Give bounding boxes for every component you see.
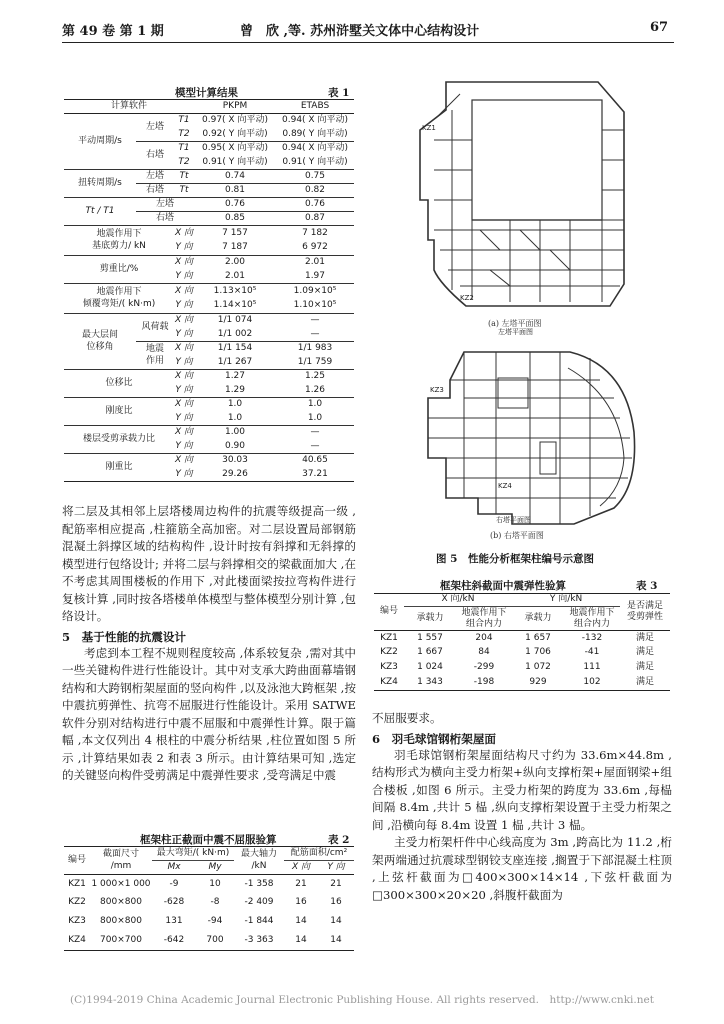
cell: 14: [318, 932, 354, 951]
cell: 30.03: [222, 455, 248, 466]
cell: 1 657: [525, 632, 551, 643]
table1-label: 表 1: [328, 87, 350, 99]
table1-header-row: [64, 100, 354, 114]
cell: 7 187: [194, 241, 276, 256]
header-eq-force: [564, 607, 620, 631]
row-label-line: 倾覆弯矩/( kN·m): [82, 298, 156, 309]
table2: [64, 846, 354, 951]
kz-label: KZ1: [422, 124, 436, 132]
kz-label: KZ4: [498, 482, 512, 490]
table3: [374, 593, 670, 691]
cell: KZ2: [68, 897, 86, 908]
table-row: [64, 932, 354, 951]
table3-header-row: [374, 594, 670, 607]
cell: KZ1: [68, 878, 86, 889]
cell: 700: [196, 932, 234, 951]
symbol-t2: T2: [174, 128, 194, 142]
direction-y: Y 向: [174, 356, 194, 370]
header-rule: [62, 42, 674, 43]
cell: 929: [512, 676, 564, 691]
direction-y: Y 向: [174, 412, 194, 426]
kz-label: KZ3: [430, 386, 444, 394]
cell: 1.0: [276, 412, 354, 426]
earthquake-action-label: [136, 342, 174, 370]
cell: 1 000×1 000: [91, 878, 151, 889]
header-line: 是否满足: [627, 600, 664, 611]
cell: KZ3: [68, 916, 86, 927]
cell: 0.76: [276, 198, 354, 212]
direction-x: X 向: [175, 315, 194, 326]
header-my: My: [196, 861, 234, 875]
row-label-max-drift: [64, 314, 136, 370]
row-label-stiffness-weight-ratio: 刚重比: [64, 454, 174, 482]
cell: 0.91( Y 向平动): [276, 156, 354, 170]
table-row: [374, 631, 670, 646]
cell: 1/1 154: [217, 343, 253, 354]
table2-header-rebar: 配筋面积/cm²: [284, 847, 354, 861]
cell: 204: [475, 632, 493, 643]
cell: 0.75: [276, 170, 354, 184]
table-row: [374, 661, 670, 676]
row-label-torsional-period: 扭转周期/s: [64, 170, 136, 198]
table1: [64, 99, 354, 482]
symbol-tt: Tt: [174, 170, 194, 184]
table-row: [64, 894, 354, 913]
table-row: [64, 114, 354, 128]
cell: 1.10×10⁵: [276, 299, 354, 314]
cell: 0.97( X 向平动): [202, 115, 268, 126]
cell: 1 667: [417, 647, 443, 658]
cell: —: [310, 315, 320, 326]
right-tower-label: 右塔: [136, 184, 174, 198]
cell: —: [276, 440, 354, 454]
table-row: [64, 875, 354, 894]
cell: 16: [330, 897, 342, 908]
paragraph: 羽毛球馆钢桁架屋面结构尺寸约为 33.6m×44.8m ,结构形式为横向主受力桁架+纵向支撑桁架+屋面钢梁+组合楼板 ,如图 6 所示。主受力桁架的跨度为 33.6m ,每榀间隔 8.4m ,共计 5 榀 ,纵向支撑桁架设置于主受力桁架之间 ,沿横向每 8.4m 设置 1 榀 ,共计 3 榀。: [372, 747, 672, 832]
direction-y: Y 向: [174, 241, 194, 256]
cell: 满足: [636, 632, 655, 643]
section-5-heading: 5 基于性能的抗震设计: [62, 629, 187, 644]
right-tower-plan-drawing: [400, 338, 660, 528]
cell: 1/1 267: [194, 356, 276, 370]
table2-header-row: [64, 847, 354, 861]
cell: 800×800: [100, 916, 142, 927]
figure5a: [400, 70, 660, 340]
symbol-tt: Tt: [174, 184, 194, 198]
cell: 0.90: [194, 440, 276, 454]
row-label-displacement-ratio: 位移比: [64, 370, 174, 398]
cell: 2.01: [304, 257, 326, 268]
cell: 800×800: [100, 897, 142, 908]
table-row: [64, 284, 354, 299]
row-label-shear-weight: 剪重比/%: [64, 256, 174, 284]
running-header-volume: 第 49 卷 第 1 期: [62, 24, 164, 39]
row-label-line: 位移角: [86, 341, 114, 352]
left-tower-label: 左塔: [136, 198, 194, 212]
cell: 1 706: [525, 647, 551, 658]
table2-title: 框架柱正截面中震不屈服验算: [140, 834, 277, 846]
symbol-t1: T1: [178, 143, 190, 154]
cell: 2.01: [194, 270, 276, 284]
cell: 0.81: [194, 184, 276, 198]
cell: 10: [209, 878, 221, 889]
header-capacity: 承载力: [512, 607, 564, 631]
header-line: 地震作用下: [569, 607, 615, 618]
symbol-t1: T1: [178, 115, 190, 126]
cell: 0.87: [276, 212, 354, 226]
row-label-line: 基底剪力/ kN: [92, 240, 146, 251]
row-label-line: 地震: [145, 343, 164, 354]
row-label-stiffness-ratio: 刚度比: [64, 398, 174, 426]
table3-header-x: X 向/kN: [404, 594, 512, 607]
right-tower-label: 右塔: [136, 142, 174, 170]
header-line: 地震作用下: [461, 607, 507, 618]
direction-y: Y 向: [174, 384, 194, 398]
cell: 1.29: [194, 384, 276, 398]
cell: 37.21: [276, 468, 354, 482]
cell: 0.91( Y 向平动): [194, 156, 276, 170]
figure5b-caption: (b) 右塔平面图: [490, 531, 544, 540]
paragraph: 将二层及其相邻上层塔楼周边构件的抗震等级提高一级 ,配筋率相应提高 ,柱箍筋全高加密。对二层设置局部钢筋混凝土斜撑区域的结构构件 ,设计时按有斜撑和无斜撑的模型进行包络设计; 并将二层与斜撑相交的梁截面加大 ,在不考虑其周围楼板的作用下 ,对此楼面梁按拉弯构件进行复核计算 ,同时按各塔楼单体模型与整体模型分别计算 ,包络设计。: [62, 504, 356, 623]
table1-header-software: 计算软件: [64, 100, 194, 114]
direction-x: X 向: [175, 343, 194, 354]
header-line: 最大轴力: [240, 849, 277, 860]
cell: -2 409: [244, 897, 274, 908]
section-6-heading: 6 羽毛球馆钢桁架屋面: [372, 731, 497, 746]
kz-label: KZ2: [460, 294, 474, 302]
direction-y: Y 向: [174, 299, 194, 314]
cell: 0.82: [276, 184, 354, 198]
left-tower-label: 左塔: [136, 170, 174, 184]
direction-x: X 向: [175, 257, 194, 268]
row-label-line: 作用: [145, 355, 164, 366]
table1-header-pkpm: PKPM: [194, 100, 276, 114]
table-row: [64, 226, 354, 241]
table-row: [64, 314, 354, 328]
table-row: [64, 256, 354, 270]
cell: 1.14×10⁵: [194, 299, 276, 314]
cell: 14: [295, 916, 307, 927]
table3-label: 表 3: [636, 580, 658, 592]
cell: 29.26: [194, 468, 276, 482]
table2-header-axial: [234, 847, 284, 875]
table3-header-y: Y 向/kN: [512, 594, 620, 607]
cell: 1.0: [194, 412, 276, 426]
row-label-line: 地震作用下: [96, 229, 142, 240]
direction-x: X 向: [175, 455, 194, 466]
cell: -94: [207, 916, 223, 927]
paragraph: 考虑到本工程不规则程度较高 ,体系较复杂 ,需对其中一些关键构件进行性能设计。其中对支承大跨曲面幕墙钢结构和大跨钢桁架屋面的竖向构件 ,以及泳池大跨框架 ,按中震抗剪弹性、抗弯不屈服进行性能设计。采用 SATWE 软件分别对结构进行中震不屈服和中震弹性计算。限于篇幅 ,本文仅列出 4 根柱的中震分析结果 ,柱位置如图 5 所示 ,计算结果如表 2 和表 3 所示。由计算结果可知 ,选定的关键竖向构件受剪满足中震弹性要求 ,受弯满足中震: [62, 645, 356, 782]
cell: KZ3: [380, 662, 398, 673]
cell: 1.26: [276, 384, 354, 398]
header-line: 组合内力: [574, 618, 611, 629]
cell: 102: [564, 676, 620, 691]
cell: KZ4: [374, 676, 404, 691]
direction-x: X 向: [175, 371, 194, 382]
plan-title: 右塔平面图: [496, 516, 531, 524]
cell: -1 844: [244, 916, 274, 927]
direction-y: Y 向: [174, 468, 194, 482]
cell: 6 972: [276, 241, 354, 256]
paragraph: 主受力桁架杆件中心线高度为 3m ,跨高比为 11.2 ,桁架两端通过抗震球型钢铰支座连接 ,搁置于下部混凝土柱顶 ,上弦杆截面为□400×300×14×14 ,下弦杆截面为□300×300×20×20 ,斜腹杆截面为: [372, 835, 672, 902]
figure5-caption: 图 5 性能分析框架柱编号示意图: [436, 553, 594, 565]
row-label-line: 最大层间: [81, 329, 118, 340]
cell: 1.27: [224, 371, 246, 382]
cell: -299: [473, 662, 495, 673]
cell: KZ1: [380, 632, 398, 643]
table-row: [64, 913, 354, 932]
cell: 1 343: [404, 676, 456, 691]
cell: 0.94( X 向平动): [282, 143, 348, 154]
cell: 21: [295, 878, 307, 889]
cell: 1.0: [307, 399, 323, 410]
figure5b: [400, 338, 660, 528]
table3-title: 框架柱斜截面中震弹性验算: [440, 580, 566, 592]
cell: -1 358: [244, 878, 274, 889]
cell: 1/1 074: [217, 315, 253, 326]
cell: KZ4: [64, 932, 90, 951]
header-line: /mm: [110, 860, 132, 871]
table-row: [64, 170, 354, 184]
cell: 1/1 759: [276, 356, 354, 370]
cell: 84: [478, 647, 490, 658]
left-tower-plan-drawing: [400, 70, 660, 340]
cell: 1 024: [417, 662, 443, 673]
direction-y: Y 向: [174, 328, 194, 342]
cell: 0.76: [194, 198, 276, 212]
cell: 1 072: [525, 662, 551, 673]
cell: —: [276, 328, 354, 342]
cell: 满足: [636, 647, 655, 658]
cell: 1/1 002: [194, 328, 276, 342]
table3-header-ok: [620, 594, 670, 631]
left-tower-label: 左塔: [136, 114, 174, 142]
cell: 1.13×10⁵: [213, 285, 257, 296]
cell: -9: [169, 878, 179, 889]
row-label-shear-capacity-ratio: 楼层受剪承载力比: [64, 426, 174, 454]
table-row: [64, 198, 354, 212]
table-row: [64, 454, 354, 468]
cell: 14: [284, 932, 318, 951]
left-body-text: [62, 503, 356, 785]
direction-x: X 向: [175, 227, 194, 238]
table1-header-etabs: ETABS: [276, 100, 354, 114]
header-y: Y 向: [318, 861, 354, 875]
table-row: [64, 370, 354, 384]
cell: 0.85: [194, 212, 276, 226]
direction-y: Y 向: [174, 440, 194, 454]
table-row: [64, 426, 354, 440]
row-label-overturning-moment: [64, 284, 174, 314]
cell: 14: [330, 916, 342, 927]
table-row: [64, 398, 354, 412]
cell: -132: [581, 632, 603, 643]
cell: 131: [165, 916, 183, 927]
cell: 1/1 983: [297, 343, 333, 354]
row-label-period-ratio: Tt / T1: [64, 198, 136, 226]
header-line: /kN: [251, 860, 267, 871]
row-label-translational-period: 平动周期/s: [64, 114, 136, 170]
cell: -3 363: [234, 932, 284, 951]
cell: -628: [163, 897, 185, 908]
cell: 1.00: [224, 427, 246, 438]
cell: 0.95( X 向平动): [202, 143, 268, 154]
header-line: 受剪弹性: [627, 612, 664, 622]
row-label-line: 地震作用下: [96, 287, 142, 298]
cell: -642: [152, 932, 196, 951]
table-row: [374, 646, 670, 661]
cell: 700×700: [90, 932, 152, 951]
direction-x: X 向: [175, 427, 194, 438]
table-row: [374, 676, 670, 691]
figure5a-caption: (a) 左塔平面图: [488, 319, 542, 328]
table2-header-moment: 最大弯矩/( kN·m): [152, 847, 234, 861]
cell: 7 182: [302, 227, 328, 238]
cell: —: [310, 427, 320, 438]
cell: 0.89( Y 向平动): [276, 128, 354, 142]
cell: 7 157: [222, 227, 248, 238]
copyright-footer: (C)1994-2019 China Academic Journal Electronic Publishing House. All rights reserved. http://www.cnki.net: [70, 994, 654, 1006]
cell: 1.0: [227, 399, 243, 410]
cell: 16: [295, 897, 307, 908]
running-header-title: 曾 欣 ,等. 苏州浒墅关文体中心结构设计: [240, 24, 480, 39]
cell: 40.65: [302, 455, 328, 466]
direction-x: X 向: [175, 399, 194, 410]
cell: 21: [330, 878, 342, 889]
row-label-base-shear: [64, 226, 174, 256]
cell: 2.00: [224, 257, 246, 268]
paragraph: 不屈服要求。: [372, 711, 442, 725]
header-capacity: 承载力: [404, 607, 456, 631]
cell: 满足: [636, 662, 655, 673]
header-line: 组合内力: [466, 618, 503, 629]
cell: 满足: [620, 676, 670, 691]
cell: 0.94( X 向平动): [282, 115, 348, 126]
cell: 1.25: [304, 371, 326, 382]
table1-title: 模型计算结果: [175, 87, 238, 99]
wind-load-label: 风荷载: [136, 314, 174, 342]
direction-x: X 向: [175, 285, 194, 296]
header-eq-force: [456, 607, 512, 631]
right-tower-label: 右塔: [136, 212, 194, 226]
cell: 0.92( Y 向平动): [194, 128, 276, 142]
table2-header-no: 编号: [64, 847, 90, 875]
header-line: 截面尺寸: [102, 849, 139, 860]
cell: 1.09×10⁵: [293, 285, 337, 296]
cell: 1 557: [417, 632, 443, 643]
header-mx: Mx: [152, 861, 196, 875]
header-x: X 向: [284, 861, 318, 875]
right-body-text: [372, 710, 672, 904]
cell: 111: [583, 662, 601, 673]
cell: -8: [210, 897, 220, 908]
table3-header-no: 编号: [374, 594, 404, 631]
cell: 0.74: [194, 170, 276, 184]
table2-label: 表 2: [328, 834, 350, 846]
cell: KZ2: [380, 647, 398, 658]
cell: 1.97: [276, 270, 354, 284]
cell: -41: [584, 647, 600, 658]
page-number: 67: [650, 20, 669, 35]
cell: -198: [456, 676, 512, 691]
table2-header-size: [90, 847, 152, 875]
symbol-t2: T2: [174, 156, 194, 170]
plan-title: 左塔平面图: [498, 328, 533, 336]
direction-y: Y 向: [174, 270, 194, 284]
